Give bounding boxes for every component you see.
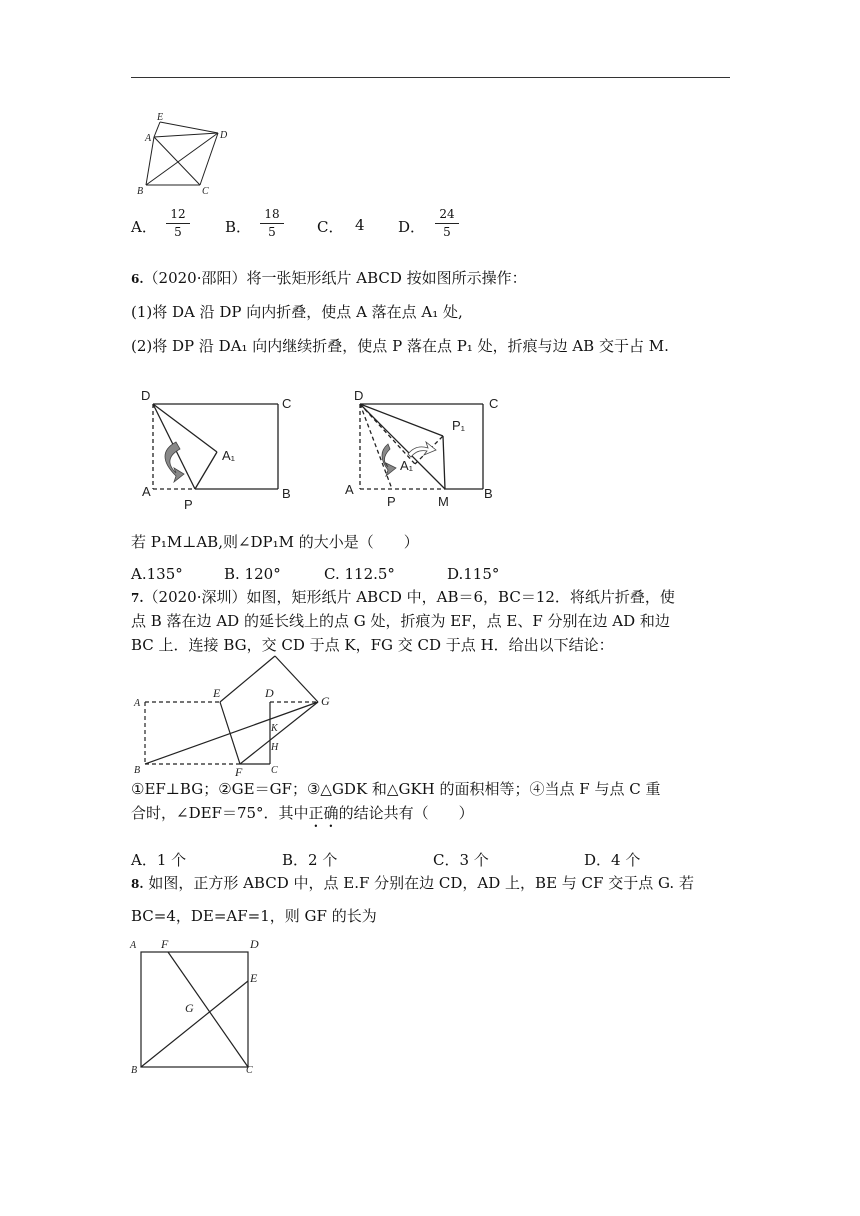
q7-option-a: A．1 个 <box>131 851 187 869</box>
q6-figure-2 <box>340 384 510 514</box>
fold-arrow-outline-icon <box>408 442 436 457</box>
q5-label-A: A <box>145 133 152 144</box>
q8-label-B: B <box>131 1065 138 1076</box>
q7-label-E: E <box>213 686 221 700</box>
q6-question: 若 P₁M⊥AB,则∠DP₁M 的大小是（ ） <box>131 533 419 551</box>
q7-stem-2: 点 B 落在边 AD 的延长线上的点 G 处，折痕为 EF，点 E、F 分别在边 AD 和边 <box>131 612 670 630</box>
q6-option-b: B. 120° <box>224 565 281 583</box>
q5-label-D: D <box>220 130 228 141</box>
q5-label-E: E <box>157 112 164 123</box>
q6-f1-label-P: P <box>184 497 193 512</box>
q5-label-B: B <box>137 186 144 197</box>
q6-options <box>131 565 531 585</box>
q6-f1-label-B: B <box>282 486 291 501</box>
q8-label-C: C <box>246 1065 253 1076</box>
q6-f1-label-A1: A₁ <box>222 448 236 463</box>
q5-label-C: C <box>202 186 209 197</box>
q6-figure-1 <box>138 384 313 514</box>
q5-fraction-a: $\frac{12}{5}$ <box>166 206 190 241</box>
q8-label-A: A <box>130 940 137 951</box>
q8-label-E: E <box>250 971 258 985</box>
q7-label-F: F <box>235 765 243 779</box>
q8-stem-2: BC=4，DE=AF=1，则 GF 的长为 <box>131 907 377 925</box>
q7-label-H: H <box>271 742 279 753</box>
q8-label-G: G <box>185 1001 194 1015</box>
q7-label-C: C <box>271 765 278 776</box>
q6-f2-label-P: P <box>387 494 396 509</box>
emphasized-word: 正确 <box>308 804 339 822</box>
q6-f2-label-C: C <box>489 396 499 411</box>
q8-figure <box>126 934 271 1079</box>
q8-label-F: F <box>161 937 169 951</box>
q8-label-D: D <box>250 937 259 951</box>
q7-label-G: G <box>321 694 330 708</box>
fold-arrow-icon-2 <box>382 444 396 476</box>
q6-step1: (1)将 DA 沿 DP 向内折叠，使点 A 落在点 A₁ 处, <box>131 303 463 321</box>
q7-label-D: D <box>265 686 274 700</box>
q7-option-c: C．3 个 <box>433 851 489 869</box>
q6-f1-label-C: C <box>282 396 292 411</box>
q7-options <box>131 849 691 869</box>
q6-step2: (2)将 DP 沿 DA₁ 向内继续折叠，使点 P 落在点 P₁ 处，折痕与边 AB 交于占 M. <box>131 337 669 355</box>
q7-conclusions-2: 合时，∠DEF＝75°．其中正确的结论共有（ ） <box>131 804 474 822</box>
q6-f2-label-M: M <box>438 494 449 509</box>
q7-label-B: B <box>134 765 141 776</box>
q6-f1-label-D: D <box>141 388 151 403</box>
q5-figure <box>130 108 240 198</box>
header-rule <box>131 77 730 78</box>
q6-f2-label-B: B <box>484 486 493 501</box>
q6-f1-label-A: A <box>142 484 151 499</box>
q6-option-d: D.115° <box>447 565 500 583</box>
q7-conclusions: ①EF⊥BG；②GE＝GF；③△GDK 和△GKH 的面积相等；④当点 F 与点 C 重 <box>131 780 661 798</box>
q7-figure <box>130 652 345 780</box>
q7-stem-1: 7.（2020·深圳）如图，矩形纸片 ABCD 中，AB＝6，BC＝12．将纸片折叠，使 <box>131 588 675 606</box>
q8-stem-1: 8. 如图，正方形 ABCD 中，点 E.F 分别在边 CD，AD 上，BE 与 CF 交于点 G. 若 <box>131 874 694 892</box>
q7-label-A: A <box>134 698 141 709</box>
q7-option-b: B．2 个 <box>282 851 338 869</box>
q6-stem: 6.（2020·邵阳）将一张矩形纸片 ABCD 按如图所示操作： <box>131 269 527 287</box>
q6-f2-label-A: A <box>345 482 354 497</box>
q5-fraction-b: $\frac{18}{5}$ <box>260 206 284 241</box>
q7-option-d: D．4 个 <box>584 851 641 869</box>
q7-label-K: K <box>271 723 278 734</box>
q6-option-a: A.135° <box>131 565 183 583</box>
q6-f2-label-P1: P₁ <box>452 418 466 433</box>
q6-f2-label-A1: A₁ <box>400 458 414 473</box>
q6-f2-label-D: D <box>354 388 364 403</box>
q5-fraction-d: $\frac{24}{5}$ <box>435 206 459 241</box>
q7-stem-3: BC 上．连接 BG，交 CD 于点 K，FG 交 CD 于点 H．给出以下结论： <box>131 636 614 654</box>
q6-option-c: C. 112.5° <box>324 565 395 583</box>
